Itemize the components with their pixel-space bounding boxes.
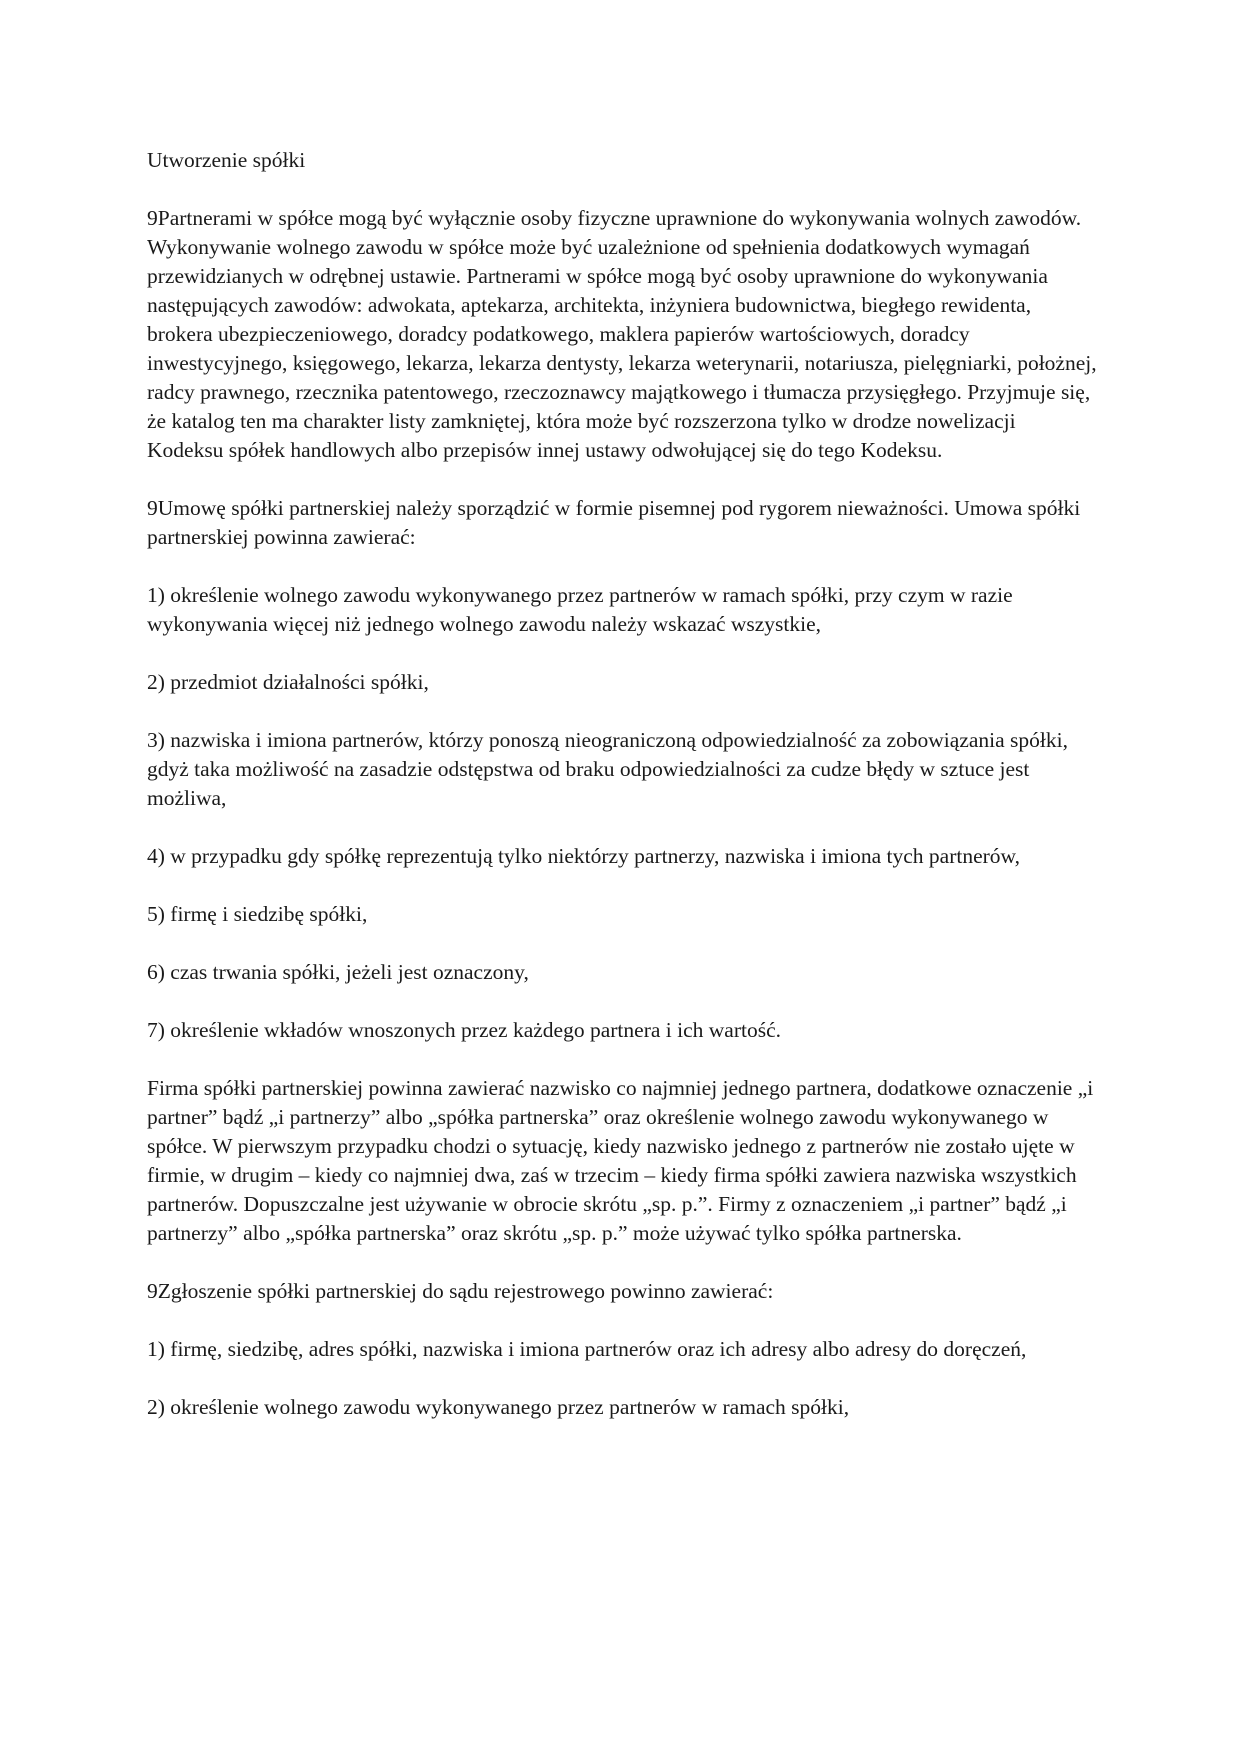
registration-item-2: 2) określenie wolnego zawodu wykonywanego przez partnerów w ramach spółki, bbox=[147, 1395, 850, 1419]
registration-item-1: 1) firmę, siedzibę, adres spółki, nazwiska i imiona partnerów oraz ich adresy albo adresy do doręczeń, bbox=[147, 1337, 1027, 1361]
agreement-item-2: 2) przedmiot działalności spółki, bbox=[147, 670, 429, 694]
document-page bbox=[147, 146, 1097, 1451]
paragraph-registration: 9Zgłoszenie spółki partnerskiej do sądu rejestrowego powinno zawierać: bbox=[147, 1279, 774, 1303]
agreement-item-1: 1) określenie wolnego zawodu wykonywanego przez partnerów w ramach spółki, przy czym w razie wykonywania więcej niż jednego wolnego zawodu należy wskazać wszystkie, bbox=[147, 583, 1013, 636]
paragraph-company-name: Firma spółki partnerskiej powinna zawierać nazwisko co najmniej jednego partnera, dodatkowe oznaczenie „i partner” bądź „i partnerzy” albo „spółka partnerska” oraz określenie wolnego zawodu wykonywanego w spółce. W pierwszym przypadku chodzi o sytuację, kiedy nazwisko jednego z partnerów nie zostało ujęte w firmie, w drugim – kiedy co najmniej dwa, zaś w trzecim – kiedy firma spółki zawiera nazwiska wszystkich partnerów. Dopuszczalne jest używanie w obrocie skrótu „sp. p.”. Firmy z oznaczeniem „i partner” bądź „i partnerzy” albo „spółka partnerska” oraz skrótu „sp. p.” może używać tylko spółka partnerska. bbox=[147, 1076, 1094, 1245]
agreement-item-3: 3) nazwiska i imiona partnerów, którzy ponoszą nieograniczoną odpowiedzialność za zobowiązania spółki, gdyż taka możliwość na zasadzie odstępstwa od braku odpowiedzialności za cudze błędy w sztuce jest możliwa, bbox=[147, 728, 1068, 810]
agreement-item-6: 6) czas trwania spółki, jeżeli jest oznaczony, bbox=[147, 960, 529, 984]
paragraph-agreement-form: 9Umowę spółki partnerskiej należy sporządzić w formie pisemnej pod rygorem nieważności. Umowa spółki partnerskiej powinna zawierać: bbox=[147, 496, 1081, 549]
agreement-item-7: 7) określenie wkładów wnoszonych przez każdego partnera i ich wartość. bbox=[147, 1018, 781, 1042]
paragraph-partners: 9Partnerami w spółce mogą być wyłącznie osoby fizyczne uprawnione do wykonywania wolnych zawodów. Wykonywanie wolnego zawodu w spółce może być uzależnione od spełnienia dodatkowych wymagań przewidzianych w odrębnej ustawie. Partnerami w spółce mogą być osoby uprawnione do wykonywania następujących zawodów: adwokata, aptekarza, architekta, inżyniera budownictwa, biegłego rewidenta, brokera ubezpieczeniowego, doradcy podatkowego, maklera papierów wartościowych, doradcy inwestycyjnego, księgowego, lekarza, lekarza dentysty, lekarza weterynarii, notariusza, pielęgniarki, położnej, radcy prawnego, rzecznika patentowego, rzeczoznawcy majątkowego i tłumacza przysięgłego. Przyjmuje się, że katalog ten ma charakter listy zamkniętej, która może być rozszerzona tylko w drodze nowelizacji Kodeksu spółek handlowych albo przepisów innej ustawy odwołującej się do tego Kodeksu. bbox=[147, 206, 1097, 462]
agreement-item-4: 4) w przypadku gdy spółkę reprezentują tylko niektórzy partnerzy, nazwiska i imiona tych partnerów, bbox=[147, 844, 1021, 868]
agreement-item-5: 5) firmę i siedzibę spółki, bbox=[147, 902, 368, 926]
document-title: Utworzenie spółki bbox=[147, 148, 306, 172]
